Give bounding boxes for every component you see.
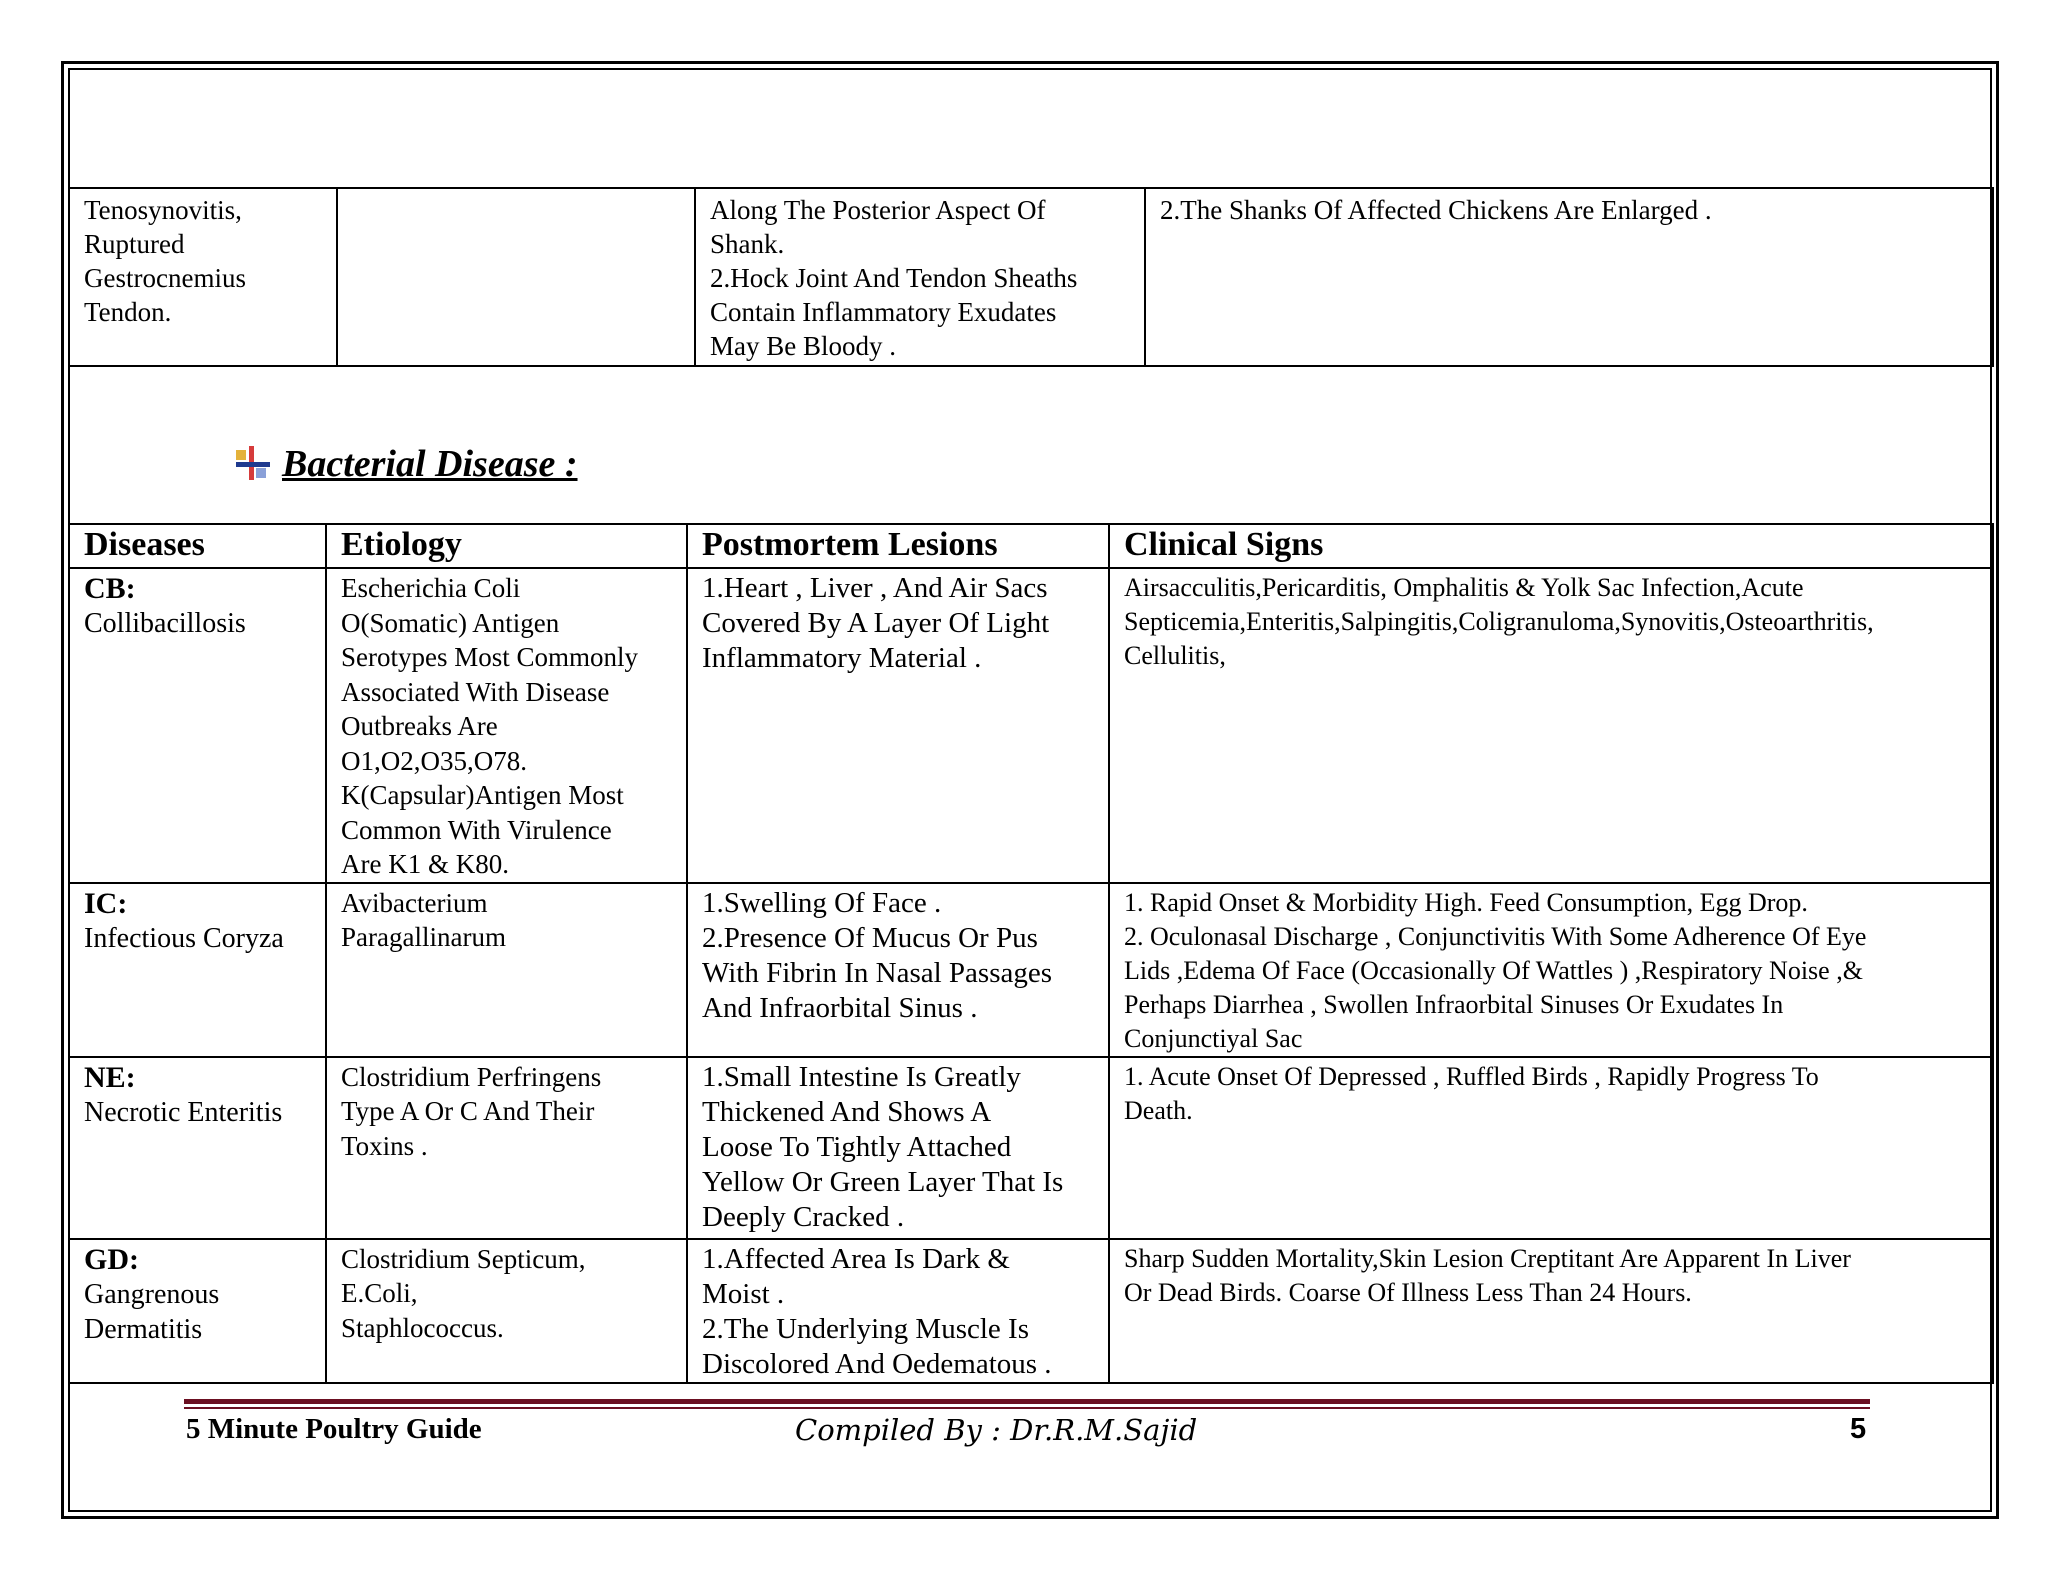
disease-cell: GD: Gangrenous Dermatitis — [69, 1239, 326, 1383]
table-row — [69, 568, 1993, 883]
table-row — [69, 883, 1993, 1057]
etiology-cell: Escherichia Coli O(Somatic) Antigen Serotypes Most Commonly Associated With Disease Outbreaks Are O1,O2,O35,O78. K(Capsular)Antigen Most Common With Virulence Are K1 & K80. — [326, 568, 687, 883]
bacterial-disease-table — [68, 523, 1994, 1384]
header-postmortem-lesions: Postmortem Lesions — [687, 524, 1109, 568]
disease-cell: CB: Collibacillosis — [69, 568, 326, 883]
footer-guide-title: 5 Minute Poultry Guide — [186, 1413, 482, 1445]
lesions-cell: Along The Posterior Aspect Of Shank. 2.Hock Joint And Tendon Sheaths Contain Inflammatory Exudates May Be Bloody . — [695, 188, 1145, 366]
lesions-cell: 1.Small Intestine Is Greatly Thickened And Shows A Loose To Tightly Attached Yellow Or Green Layer That Is Deeply Cracked . — [687, 1057, 1109, 1239]
header-etiology: Etiology — [326, 524, 687, 568]
footer-rule — [184, 1399, 1870, 1404]
table-row — [69, 1239, 1993, 1383]
lesions-cell: 1.Affected Area Is Dark & Moist . 2.The Underlying Muscle Is Discolored And Oedematous . — [687, 1239, 1109, 1383]
etiology-cell — [337, 188, 695, 366]
header-clinical-signs: Clinical Signs — [1109, 524, 1993, 568]
footer-rule-thin — [184, 1407, 1870, 1409]
header-diseases: Diseases — [69, 524, 326, 568]
bullet-cross-icon — [232, 444, 272, 484]
signs-cell: 1. Acute Onset Of Depressed , Ruffled Birds , Rapidly Progress To Death. — [1109, 1057, 1993, 1239]
table-row — [69, 1057, 1993, 1239]
lesions-cell: 1.Heart , Liver , And Air Sacs Covered By A Layer Of Light Inflammatory Material . — [687, 568, 1109, 883]
disease-cell: Tenosynovitis, Ruptured Gestrocnemius Tendon. — [69, 188, 337, 366]
disease-cell: NE: Necrotic Enteritis — [69, 1057, 326, 1239]
signs-cell: 2.The Shanks Of Affected Chickens Are Enlarged . — [1145, 188, 1993, 366]
table-header-row — [69, 524, 1993, 568]
etiology-cell: Avibacterium Paragallinarum — [326, 883, 687, 1057]
disease-cell: IC: Infectious Coryza — [69, 883, 326, 1057]
signs-cell: Airsacculitis,Pericarditis, Omphalitis & Yolk Sac Infection,Acute Septicemia,Enteritis,Salpingitis,Coligranuloma,Synovitis,Osteoarthritis, Cellulitis, — [1109, 568, 1993, 883]
lesions-cell: 1.Swelling Of Face . 2.Presence Of Mucus Or Pus With Fibrin In Nasal Passages And Infraorbital Sinus . — [687, 883, 1109, 1057]
section-heading — [232, 440, 578, 488]
page-number: 5 — [1850, 1413, 1867, 1445]
footer-compiled-by: Compiled By : Dr.R.M.Sajid — [795, 1413, 1198, 1447]
etiology-cell: Clostridium Septicum, E.Coli, Staphlococcus. — [326, 1239, 687, 1383]
signs-cell: 1. Rapid Onset & Morbidity High. Feed Consumption, Egg Drop. 2. Oculonasal Discharge , Conjunctivitis With Some Adherence Of Eye Lids ,Edema Of Face (Occasionally Of Wattles ) ,Respiratory Noise ,& Perhaps Diarrhea , Swollen Infraorbital Sinuses Or Exudates In Conjunctiyal Sac — [1109, 883, 1993, 1057]
continuation-table — [68, 187, 1994, 367]
etiology-cell: Clostridium Perfringens Type A Or C And Their Toxins . — [326, 1057, 687, 1239]
signs-cell: Sharp Sudden Mortality,Skin Lesion Creptitant Are Apparent In Liver Or Dead Birds. Coarse Of Illness Less Than 24 Hours. — [1109, 1239, 1993, 1383]
section-title: Bacterial Disease : — [282, 443, 578, 485]
table-row — [69, 188, 1993, 366]
